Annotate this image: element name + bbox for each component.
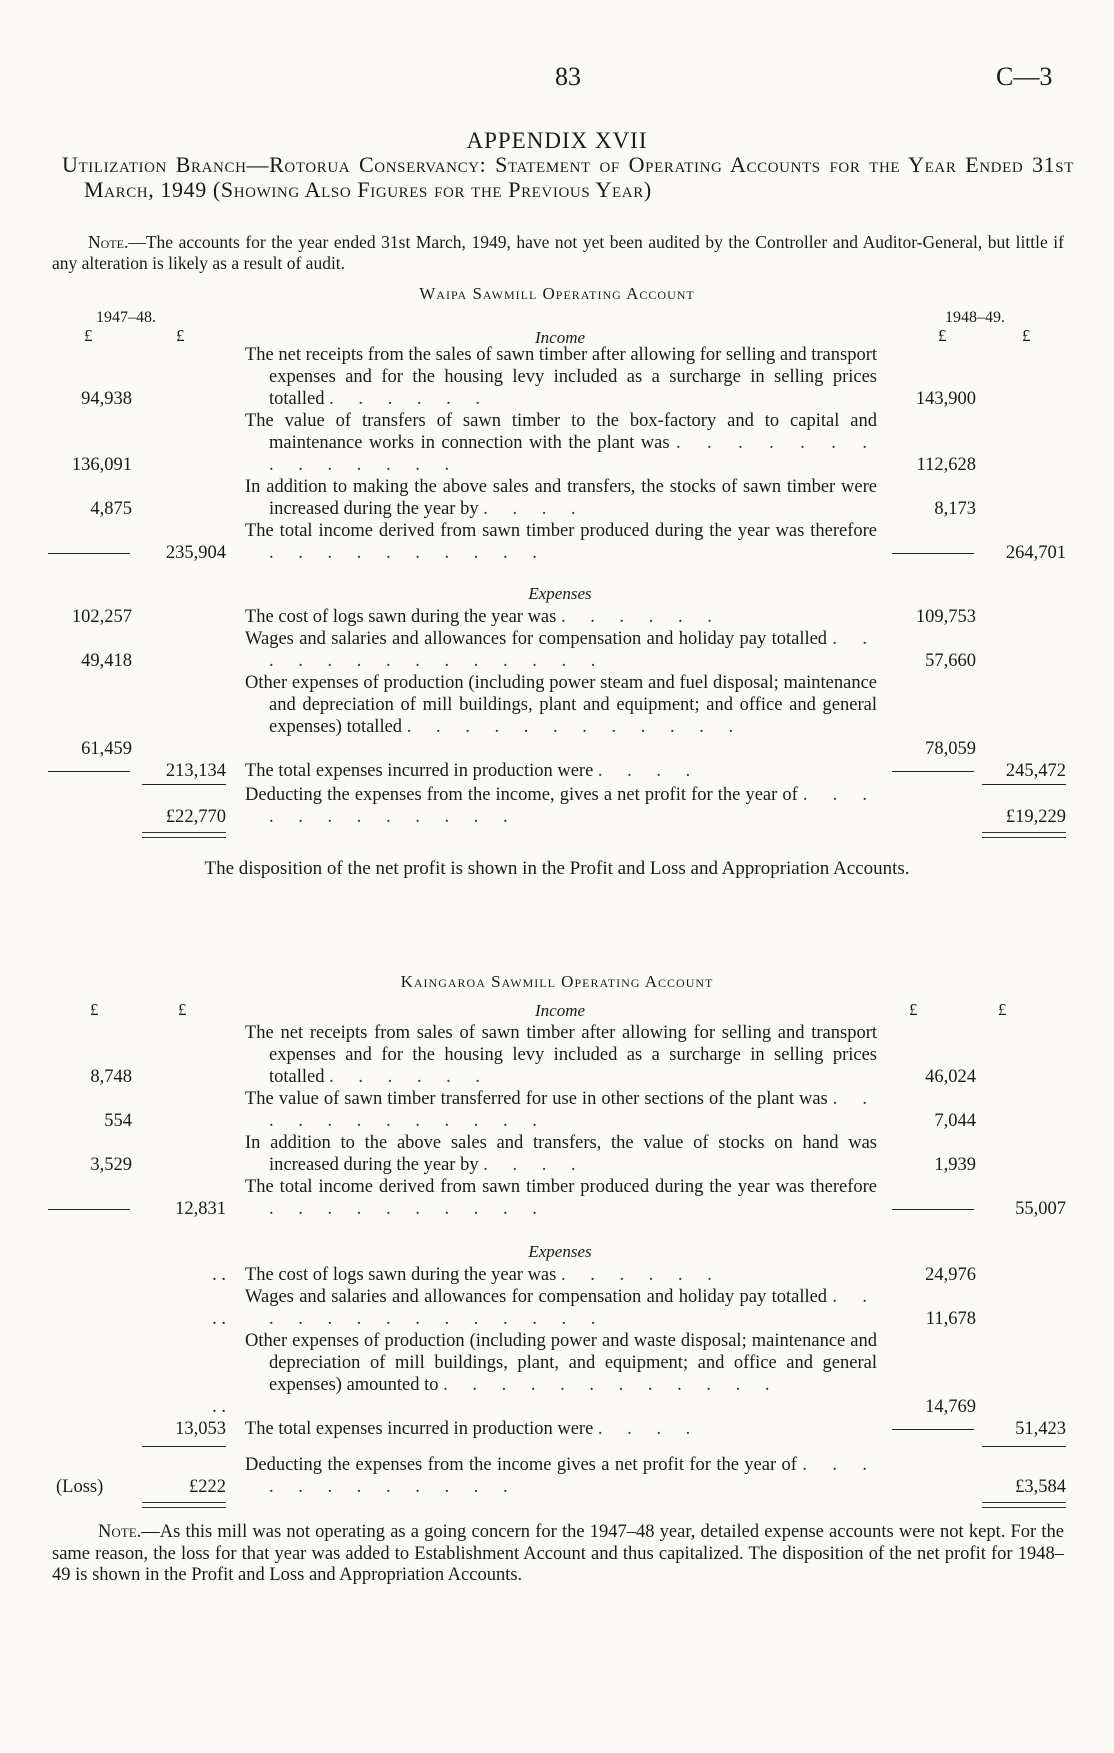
waipa-year-curr: 1948–49.	[945, 309, 1005, 326]
page-code: C—3	[996, 62, 1053, 91]
waipa-income-prev-total: 235,904	[165, 543, 226, 563]
kaingaroa-income-curr-total: 55,007	[1015, 1199, 1066, 1219]
kaingaroa-expense-curr-2: 11,678	[925, 1309, 976, 1329]
kaingaroa-income-prev-2: 554	[104, 1111, 132, 1131]
kaingaroa-income-total-line: The total income derived from sawn timber produced during the year was therefore . . . . . . . . . .	[245, 1177, 877, 1219]
waipa-expense-curr-3: 78,059	[925, 739, 976, 759]
pound-symbol: £	[938, 326, 947, 345]
pound-symbol: £	[1022, 326, 1031, 345]
rule	[982, 784, 1066, 785]
kaingaroa-expense-line-3: Other expenses of production (including power and waste disposal; maintenance and depreciation of mill buildings, plant, and equipment; and office and general expenses) amounted to . . . . . . . . . . . .	[245, 1331, 877, 1395]
audit-note	[52, 232, 1064, 274]
pound-symbol: £	[909, 1000, 918, 1019]
kaingaroa-expense-curr-1: 24,976	[925, 1265, 976, 1285]
rule	[48, 553, 130, 554]
waipa-net-profit-line: Deducting the expenses from the income, gives a net profit for the year of . . . . . . . . . . . .	[245, 785, 878, 827]
rule	[142, 784, 226, 785]
kaingaroa-income-curr-3: 1,939	[934, 1155, 976, 1175]
kaingaroa-expense-curr-3: 14,769	[925, 1397, 976, 1417]
waipa-income-line-1: The net receipts from the sales of sawn timber after allowing for selling and transport expenses and for the housing levy included as a surcharge in selling prices totalled . . . . . .	[245, 345, 877, 409]
kaingaroa-expense-line-1: The cost of logs sawn during the year was . . . . . .	[245, 1265, 722, 1285]
waipa-net-profit-curr: £19,229	[1005, 807, 1066, 827]
waipa-disposition-note: The disposition of the net profit is shown in the Profit and Loss and Appropriation Accounts.	[204, 858, 910, 879]
waipa-income-prev-1: 94,938	[81, 389, 132, 409]
note-text: —As this mill was not operating as a going concern for the 1947–48 year, detailed expense accounts were not kept. For the same reason, the loss for that year was added to Establishment Account and thus capitalized. The disposition of the net profit for 1948–49 is shown in the Profit and Loss and Appropriation Accounts.	[52, 1522, 1064, 1585]
pound-symbol: £	[178, 1000, 187, 1019]
kaingaroa-net-profit-prev: £222	[189, 1477, 226, 1497]
rule	[48, 771, 130, 772]
waipa-expense-prev-total: 213,134	[165, 761, 226, 781]
kaingaroa-net-profit-curr: £3,584	[1015, 1477, 1066, 1497]
waipa-income-curr-2: 112,628	[916, 455, 976, 475]
waipa-expenses-heading: Expenses	[528, 584, 592, 603]
kaingaroa-income-heading: Income	[534, 1001, 586, 1020]
kaingaroa-expense-prev-total: 13,053	[175, 1419, 226, 1439]
kaingaroa-expenses-heading: Expenses	[528, 1242, 592, 1261]
kaingaroa-loss-label: (Loss)	[56, 1477, 104, 1497]
waipa-year-prev: 1947–48.	[96, 309, 156, 326]
double-rule	[982, 1502, 1066, 1508]
waipa-income-curr-1: 143,900	[915, 389, 976, 409]
waipa-expense-line-1: The cost of logs sawn during the year was . . . . . .	[245, 607, 722, 627]
rule	[982, 1446, 1066, 1447]
kaingaroa-expense-prev-1: . .	[212, 1265, 226, 1285]
page-number: 83	[555, 62, 581, 91]
waipa-expense-curr-total: 245,472	[1005, 761, 1066, 781]
waipa-income-prev-3: 4,875	[90, 499, 132, 519]
double-rule	[142, 1502, 226, 1508]
pound-symbol: £	[998, 1000, 1007, 1019]
waipa-expense-curr-1: 109,753	[915, 607, 976, 627]
waipa-income-curr-3: 8,173	[934, 499, 976, 519]
kaingaroa-expense-line-2: Wages and salaries and allowances for compensation and holiday pay totalled . . . . . . . . . . . . . .	[245, 1287, 877, 1329]
waipa-expense-total-line: The total expenses incurred in production were . . . .	[245, 761, 701, 781]
kaingaroa-income-prev-total: 12,831	[175, 1199, 226, 1219]
kaingaroa-income-prev-1: 8,748	[90, 1067, 132, 1087]
waipa-expense-curr-2: 57,660	[925, 651, 976, 671]
kaingaroa-net-profit-line: Deducting the expenses from the income gives a net profit for the year of . . . . . . . . . . . .	[245, 1455, 878, 1497]
waipa-expense-line-3: Other expenses of production (including power steam and fuel disposal; maintenance and depreciation of mill buildings, plant and equipment; and office and general expenses) totalled . . . . . . . . . . . .	[245, 673, 877, 737]
waipa-income-line-2: The value of transfers of sawn timber to the box-factory and to capital and maintenance works in connection with the plant was . . . . . . . . . . . . . .	[245, 411, 877, 475]
waipa-income-prev-2: 136,091	[71, 455, 132, 475]
kaingaroa-account-title: Kaingaroa Sawmill Operating Account	[400, 972, 714, 991]
waipa-income-heading: Income	[534, 328, 586, 347]
note-lead: Note.	[98, 1522, 142, 1542]
double-rule	[142, 832, 226, 838]
pound-symbol: £	[176, 326, 185, 345]
kaingaroa-income-prev-3: 3,529	[90, 1155, 132, 1175]
kaingaroa-income-line-3: In addition to the above sales and transfers, the value of stocks on hand was increased during the year by . . . .	[245, 1133, 877, 1175]
document-title: Utilization Branch—Rotorua Conservancy: Statement of Operating Accounts for the Year Ended 31st March, 1949 (Showing Also Figures for the Previous Year)	[62, 152, 1074, 202]
kaingaroa-expense-total-line: The total expenses incurred in production were . . . .	[245, 1419, 701, 1439]
kaingaroa-income-curr-2: 7,044	[934, 1111, 976, 1131]
waipa-expense-line-2: Wages and salaries and allowances for compensation and holiday pay totalled . . . . . . . . . . . . . .	[245, 629, 877, 671]
waipa-expense-prev-2: 49,418	[81, 651, 132, 671]
note-text: —The accounts for the year ended 31st March, 1949, have not yet been audited by the Controller and Auditor-General, but little if any alteration is likely as a result of audit.	[52, 232, 1064, 273]
pound-symbol: £	[84, 326, 93, 345]
double-rule	[982, 832, 1066, 838]
appendix-heading: APPENDIX XVII	[466, 128, 648, 153]
rule	[48, 1209, 130, 1210]
kaingaroa-note	[52, 1522, 1064, 1587]
rule	[142, 1446, 226, 1447]
kaingaroa-income-curr-1: 46,024	[925, 1067, 976, 1087]
waipa-expense-prev-1: 102,257	[71, 607, 132, 627]
note-lead: Note.	[88, 232, 129, 252]
waipa-net-profit-prev: £22,770	[165, 807, 226, 827]
waipa-income-line-3: In addition to making the above sales and transfers, the stocks of sawn timber were increased during the year by . . . .	[245, 477, 877, 519]
pound-symbol: £	[90, 1000, 99, 1019]
waipa-account-title: Waipa Sawmill Operating Account	[419, 284, 695, 303]
waipa-income-curr-total: 264,701	[1005, 543, 1066, 563]
kaingaroa-expense-prev-2: . .	[212, 1309, 226, 1329]
waipa-income-total-line: The total income derived from sawn timber produced during the year was therefore . . . . . . . . . .	[245, 521, 877, 563]
kaingaroa-income-line-2: The value of sawn timber transferred for use in other sections of the plant was . . . . . . . . . . . .	[245, 1089, 878, 1131]
waipa-expense-prev-3: 61,459	[81, 739, 132, 759]
kaingaroa-expense-curr-total: 51,423	[1015, 1419, 1066, 1439]
kaingaroa-income-line-1: The net receipts from sales of sawn timber after allowing for selling and transport expenses and for the housing levy included as a surcharge in selling prices totalled . . . . . .	[245, 1023, 877, 1087]
kaingaroa-expense-prev-3: . .	[212, 1397, 226, 1417]
